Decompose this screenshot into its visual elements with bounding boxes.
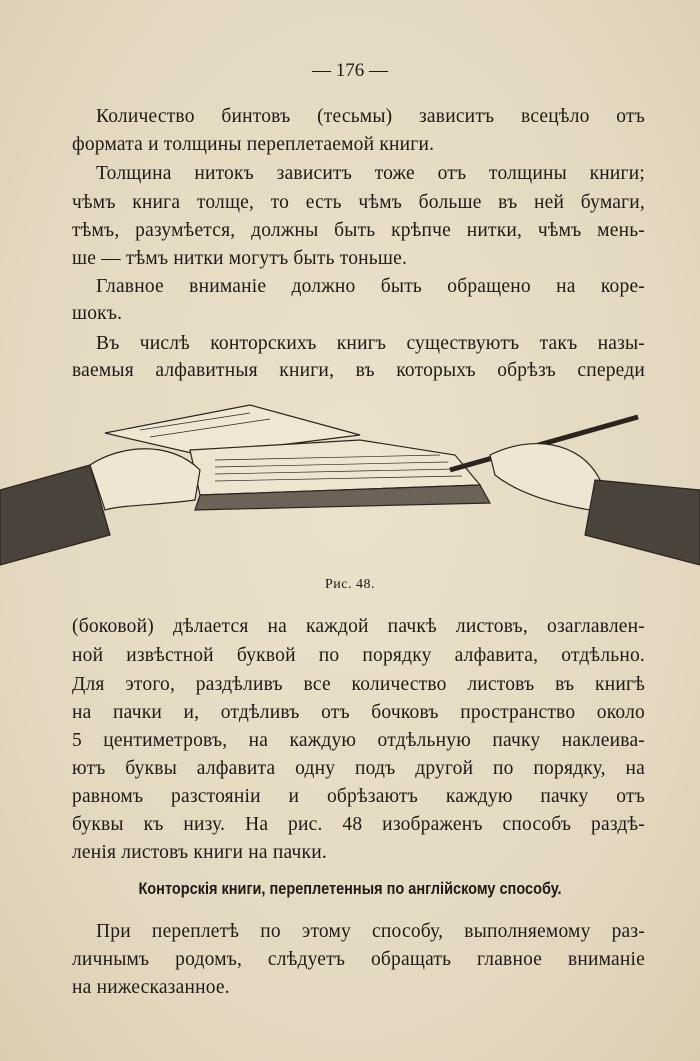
text-line: чѣмъ книга толще, то есть чѣмъ больше въ ней бумаги, — [72, 192, 645, 213]
text-line: на пачки и, отдѣливъ отъ бочковъ пространство около — [72, 702, 645, 723]
figure-caption: Рис. 48. — [325, 577, 375, 592]
text-line: на нижесказанное. — [72, 977, 230, 998]
text-line: ше — тѣмъ нитки могутъ быть тоньше. — [72, 248, 408, 269]
text-line: ленія листовъ книги на пачки. — [72, 842, 327, 863]
text-line: шокъ. — [72, 303, 123, 324]
text-line: (боковой) дѣлается на каждой пачкѣ листовъ, озаглавлен- — [72, 616, 645, 637]
text-line: Количество бинтовъ (тесьмы) зависитъ всецѣло отъ — [96, 106, 645, 127]
text-line: буквы къ низу. На рис. 48 изображенъ способъ раздѣ- — [72, 814, 645, 835]
figure-illustration — [0, 395, 700, 575]
text-line: Толщина нитокъ зависитъ тоже отъ толщины книги; — [96, 163, 645, 184]
page-number: — 176 — — [312, 60, 388, 81]
text-line: равномъ разстояніи и обрѣзаютъ каждую пачку отъ — [72, 786, 645, 807]
text-line: Въ числѣ конторскихъ книгъ существуютъ такъ назы- — [96, 333, 645, 354]
text-line: При переплетѣ по этому способу, выполняемому раз- — [96, 921, 645, 942]
right-hand-illustration — [450, 417, 700, 565]
text-line: личнымъ родомъ, слѣдуетъ обращать главное вниманіе — [72, 949, 645, 970]
text-line: ной извѣстной буквой по порядку алфавита, отдѣльно. — [72, 645, 645, 666]
text-line: 5 центиметровъ, на каждую отдѣльную пачку наклеива- — [72, 730, 645, 751]
text-line: формата и толщины переплетаемой книги. — [72, 134, 435, 155]
text-line: Главное вниманіе должно быть обращено на коре- — [96, 276, 645, 297]
text-line: ваемыя алфавитныя книги, въ которыхъ обрѣзъ спереди — [72, 360, 645, 381]
text-line: ютъ буквы алфавита одну подъ другой по порядку, на — [72, 758, 645, 779]
left-hand-illustration — [0, 449, 200, 565]
section-heading: Конторскія книги, переплетенныя по англійскому способу. — [138, 880, 562, 898]
text-line: Для этого, раздѣливъ все количество листовъ въ книгѣ — [72, 674, 645, 695]
text-line: тѣмъ, разумѣется, должны быть крѣпче нитки, чѣмъ мень- — [72, 220, 645, 241]
